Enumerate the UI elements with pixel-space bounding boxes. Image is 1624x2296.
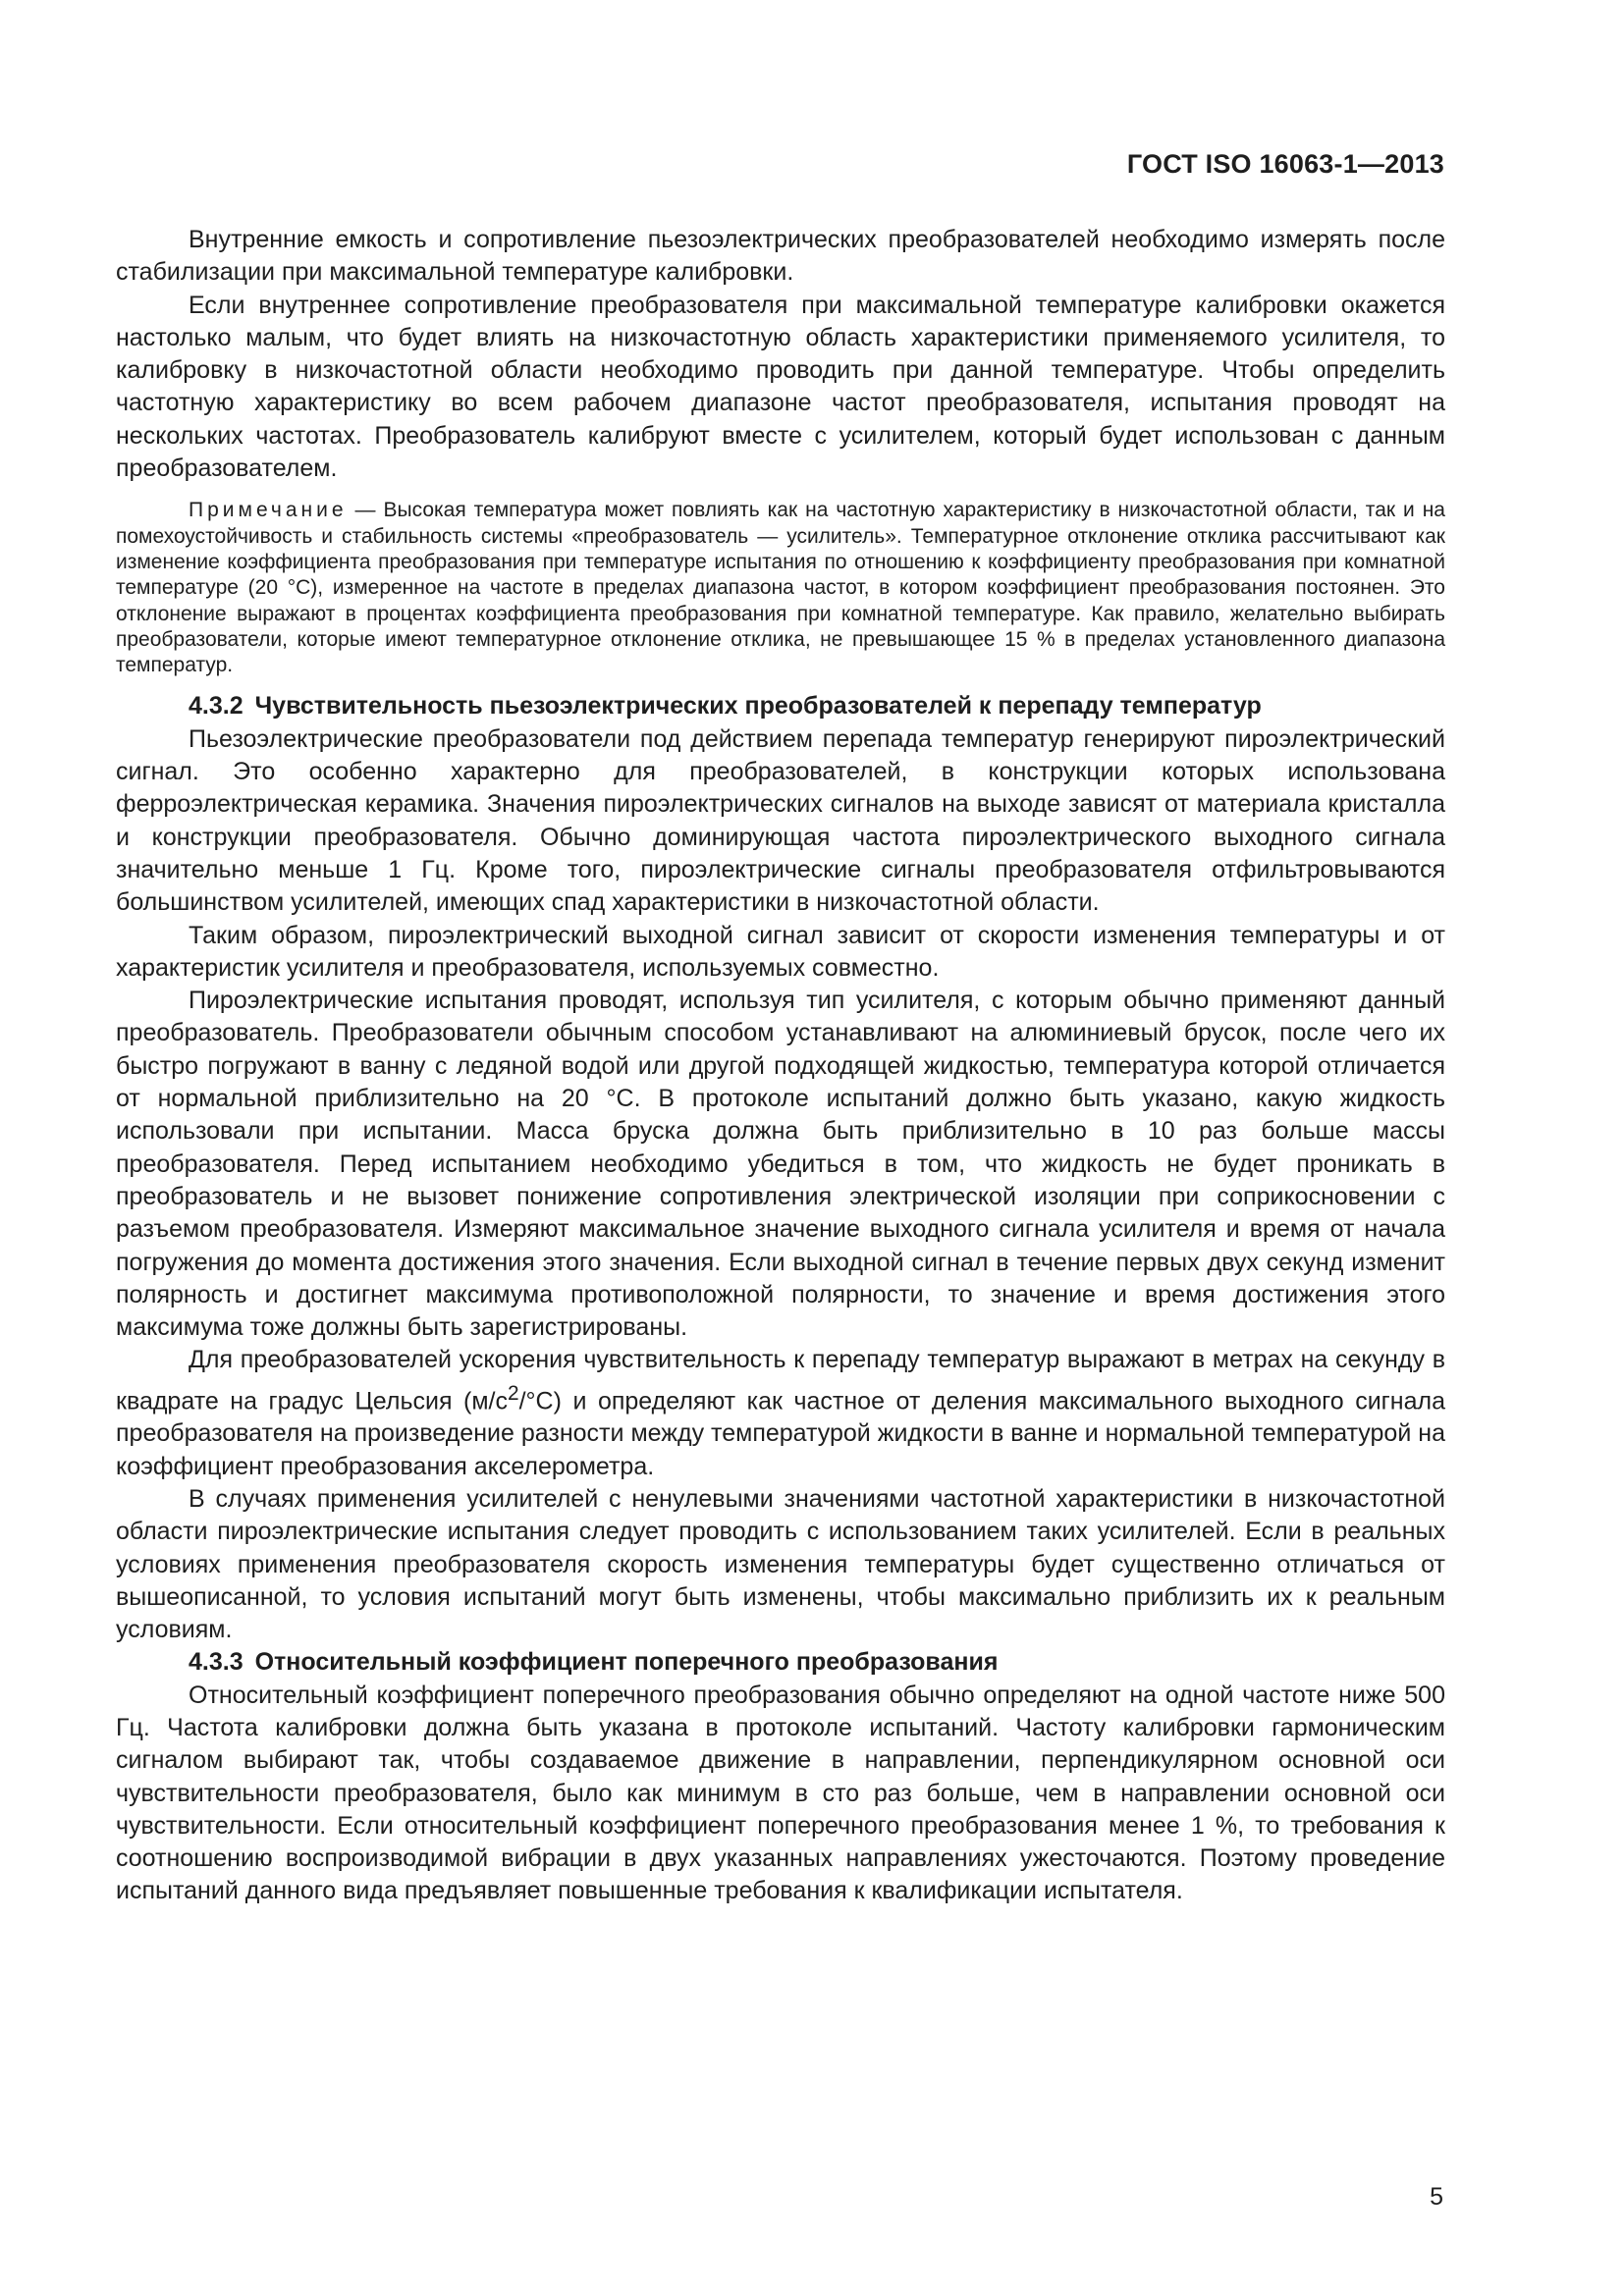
paragraph: В случаях применения усилителей с ненулевыми значениями частотной характеристики в низкочастотной области пироэлектрические испытания следует проводить с использованием таких усилителей. Если в реальных условиях применения преобразователя скорость изменения температуры будет существенно отличаться от вышеописанной, то условия испытаний могут быть изменены, чтобы максимально приблизить их к реальным условиям. [116, 1484, 1445, 1644]
paragraph: Если внутреннее сопротивление преобразователя при максимальной температуре калибровки окажется настолько малым, что будет влиять на низкочастотную область характеристики применяемого усилителя, то калибровку в низкочастотной области необходимо проводить при данной температуре. Чтобы определить частотную характеристику во всем рабочем диапазоне частот преобразователя, испытания проводят на нескольких частотах. Преобразователь калибруют вместе с усилителем, который будет использован с данным преобразователем. [116, 291, 1445, 483]
section-heading-4-3-3 [116, 1646, 1445, 1679]
paragraph [116, 1344, 1445, 1483]
paragraph: Таким образом, пироэлектрический выходной сигнал зависит от скорости изменения температуры и от характеристик усилителя и преобразователя, используемых совместно. [116, 921, 1445, 982]
paragraph: Относительный коэффициент поперечного преобразования обычно определяют на одной частоте ниже 500 Гц. Частота калибровки должна быть указана в протоколе испытаний. Частоту калибровки гармоническим сигналом выбирают так, чтобы создаваемое движение в направлении, перпендикулярном основной оси чувствительности преобразователя, было как минимум в сто раз больше, чем в направлении основной оси чувствительности. Если относительный коэффициент поперечного преобразования менее 1 %, то требования к соотношению воспроизводимой вибрации в двух указанных направлениях ужесточаются. Поэтому проведение испытаний данного вида предъявляет повышенные требования к квалификации испытателя. [116, 1681, 1445, 1905]
document-code-header: ГОСТ ISO 16063-1—2013 [1126, 149, 1444, 179]
paragraph: Пьезоэлектрические преобразователи под действием перепада температур генерируют пироэлектрический сигнал. Это особенно характерно для преобразователей, в конструкции которых использована ферроэлектрическая керамика. Значения пироэлектрических сигналов на выходе зависят от материала кристалла и конструкции преобразователя. Обычно доминирующая частота пироэлектрического выходного сигнала значительно меньше 1 Гц. Кроме того, пироэлектрические сигналы преобразователя отфильтровываются большинством усилителей, имеющих спад характеристики в низкочастотной области. [116, 724, 1445, 917]
section-number: 4.3.2 [189, 692, 244, 721]
section-heading-4-3-2 [116, 690, 1445, 722]
section-number: 4.3.3 [189, 1648, 244, 1677]
note-label: Примечание [189, 499, 348, 522]
superscript: 2 [508, 1381, 519, 1405]
paragraph: Внутренние емкость и сопротивление пьезоэлектрических преобразователей необходимо измерять после стабилизации при максимальной температуре калибровки. [116, 226, 1445, 287]
note-text: — Высокая температура может повлиять как на частотную характеристику в низкочастотной области, так и на помехоустойчивость и стабильность системы «преобразователь — усилитель». Температурное отклонение отклика рассчитывают как изменение коэффициента преобразования при температуре испытания по отношению к коэффициенту преобразования при комнатной температуре (20 °С), измеренное на частоте в пределах диапазона частот, в котором коэффициент преобразования постоянен. Это отклонение выражают в процентах коэффициента преобразования при комнатной температуре. Как правило, желательно выбирать преобразователи, которые имеют температурное отклонение отклика, не превышающее 15 % в пределах установленного диапазона температур. [116, 499, 1445, 677]
section-title: Относительный коэффициент поперечного преобразования [254, 1648, 999, 1677]
paragraph-text: /°С) и определяют как частное от деления максимального выходного сигнала преобразователя на произведение разности между температурой жидкости в ванне и нормальной температурой на коэффициент преобразования акселерометра. [116, 1387, 1445, 1480]
note [116, 498, 1445, 678]
section-title: Чувствительность пьезоэлектрических преобразователей к перепаду температур [254, 692, 1262, 721]
page-number: 5 [1430, 2183, 1443, 2211]
document-body [116, 224, 1445, 1908]
paragraph: Пироэлектрические испытания проводят, используя тип усилителя, с которым обычно применяют данный преобразователь. Преобразователи обычным способом устанавливают на алюминиевый брусок, после чего их быстро погружают в ванну с ледяной водой или другой подходящей жидкостью, температура которой отличается от нормальной приблизительно на 20 °С. В протоколе испытаний должно быть указано, какую жидкость использовали при испытании. Масса бруска должна быть приблизительно в 10 раз больше массы преобразователя. Перед испытанием необходимо убедиться в том, что жидкость не будет проникать в преобразователь и не вызовет понижение сопротивления электрической изоляции при соприкосновении с разъемом преобразователя. Измеряют максимальное значение выходного сигнала усилителя и время от начала погружения до момента достижения этого значения. Если выходной сигнал в течение первых двух секунд изменит полярность и достигнет максимума противоположной полярности, то значение и время достижения этого максимума тоже должны быть зарегистрированы. [116, 987, 1445, 1342]
paragraph-text: Для преобразователей ускорения чувствительность к перепаду температур выражают в метрах на секунду в квадрате на градус Цельсия (м/с [116, 1346, 1445, 1415]
